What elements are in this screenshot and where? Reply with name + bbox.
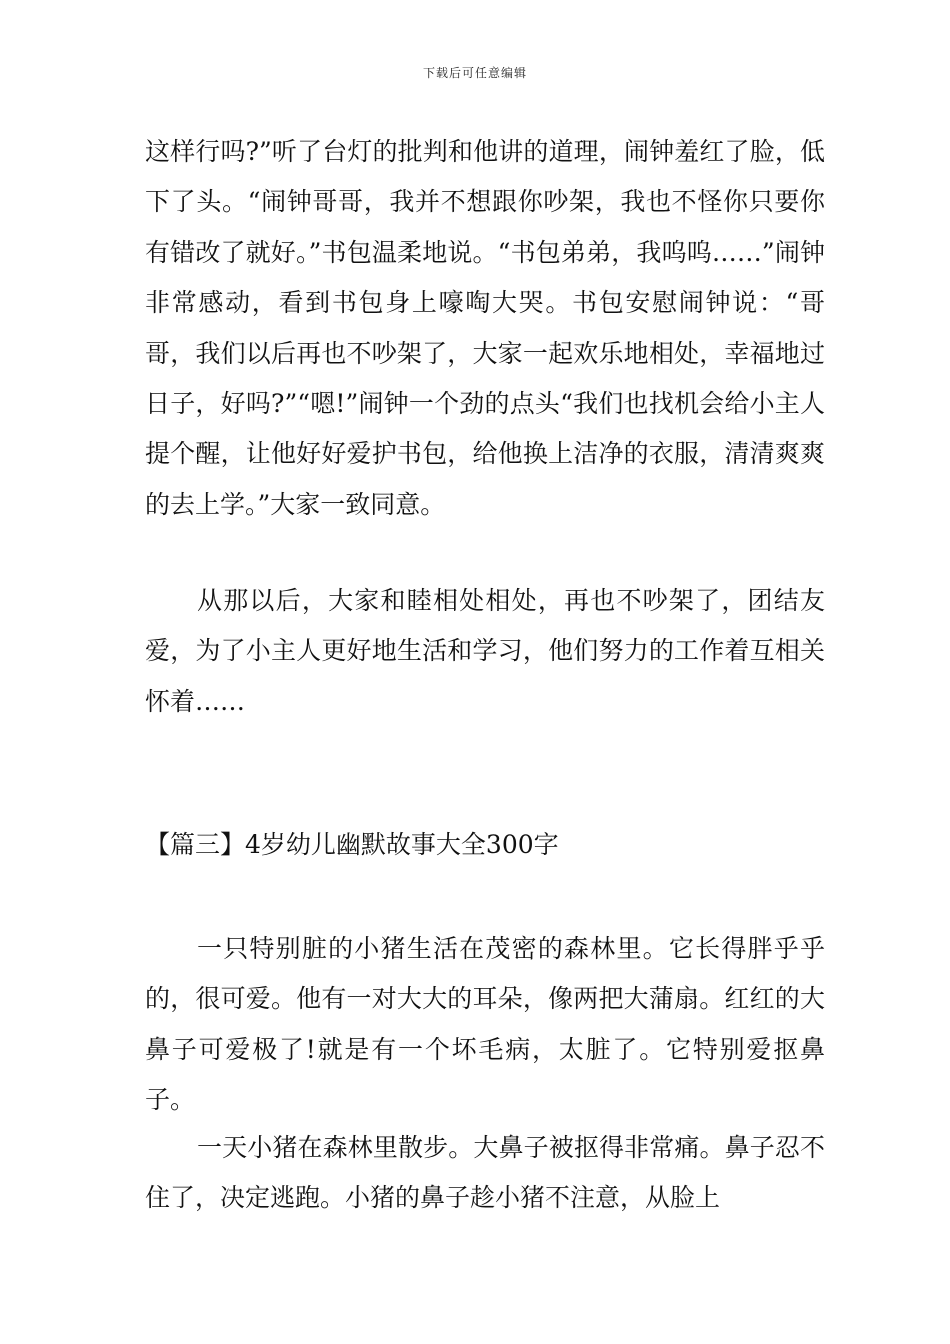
paragraph-1: 这样行吗?”听了台灯的批判和他讲的道理，闹钟羞红了脸，低下了头。“闹钟哥哥，我并不想跟你吵架，我也不怪你只要你有错改了就好。”书包温柔地说。“书包弟弟，我呜呜……”闹钟非常感动，看到书包身上嚎啕大哭。书包安慰闹钟说：“哥哥，我们以后再也不吵架了，大家一起欢乐地相处，幸福地过日子，好吗?”“嗯!”闹钟一个劲的点头“我们也找机会给小主人提个醒，让他好好爱护书包，给他换上洁净的衣服，清清爽爽的去上学。”大家一致同意。: [145, 137, 825, 519]
paragraph-2: 从那以后，大家和睦相处相处，再也不吵架了，团结友爱，为了小主人更好地生活和学习，他们努力的工作着互相关怀着……: [145, 586, 825, 716]
page-header: 下载后可任意编辑: [422, 66, 527, 80]
section-title: 【篇三】4岁幼儿幽默故事大全300字: [145, 830, 559, 859]
section-paragraph-2: 一天小猪在森林里散步。大鼻子被抠得非常痛。鼻子忍不住了，决定逃跑。小猪的鼻子趁小猪不注意，从脸上: [145, 1133, 825, 1213]
section-paragraph-1: 一只特别脏的小猪生活在茂密的森林里。它长得胖乎乎的，很可爱。他有一对大大的耳朵，像两把大蒲扇。红红的大鼻子可爱极了!就是有一个坏毛病，太脏了。它特别爱抠鼻子。: [145, 934, 825, 1115]
